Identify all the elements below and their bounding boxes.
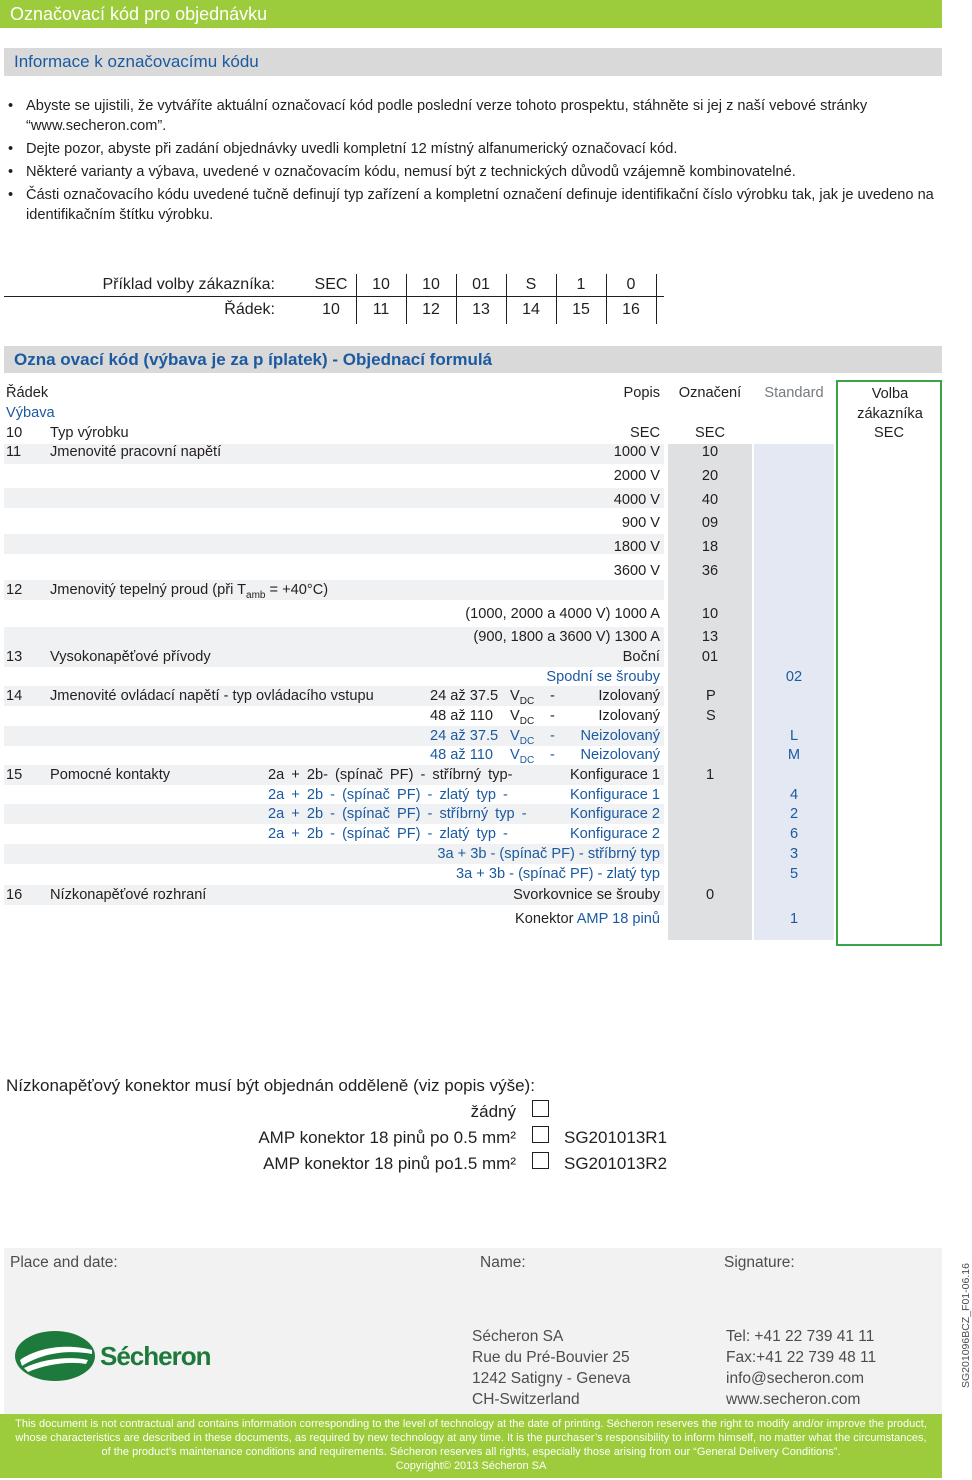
doc-code-wrapper [944,1248,972,1388]
row-name: Jmenovité pracovní napětí [50,444,222,460]
connector-opt1-checkbox[interactable] [532,1126,549,1143]
header-standard: Standard [764,385,824,401]
option-code: 36 [701,563,719,579]
email-link[interactable]: info@secheron.com [726,1370,865,1387]
example-row: 10 [322,301,340,318]
row-number: 16 [6,887,23,903]
example-choice: SEC [314,276,348,293]
contact-desc: 3a + 3b - (spínač PF) - zlatý typ [456,866,660,882]
voltage-range: 24 až 37.5 [430,688,499,704]
option-standard: 3 [789,846,799,862]
header-description: Popis [623,385,660,401]
connector-opt2-label: AMP konektor 18 pinů po1.5 mm² [263,1154,516,1173]
voltage-unit: $V_{DC}$ [510,688,535,707]
option-desc: Konektor AMP 18 pinů [515,911,660,927]
option-code: 20 [701,468,719,484]
option-code: 01 [701,649,719,665]
row-number: 14 [6,688,23,704]
voltage-unit: $V_{DC}$ [510,728,535,747]
example-choice: 1 [576,276,586,293]
input-type: Izolovaný [598,688,660,704]
option-code: 09 [701,515,719,531]
info-list [6,96,936,228]
connector-opt1-label: AMP konektor 18 pinů po 0.5 mm² [258,1128,516,1147]
connector-none-checkbox[interactable] [532,1100,549,1117]
dash: - [550,728,555,744]
example-row: 14 [522,301,540,318]
dash: - [550,747,555,763]
option-desc: (900, 1800 a 3600 V) 1300 A [473,629,660,645]
address-line: Sécheron SA [472,1328,564,1345]
voltage-range: 24 až 37.5 [430,728,499,744]
example-choice: 01 [472,276,490,293]
address-line: 1242 Satigny - Geneva [472,1370,631,1387]
row-number: 10 [6,425,23,441]
option-desc: (1000, 2000 a 4000 V) 1000 A [465,606,660,622]
option-desc: 3600 V [613,563,660,579]
example-row: 13 [472,301,490,318]
example-choice-label: Příklad volby zákazníka: [102,276,275,293]
address-line: Rue du Pré-Bouvier 25 [472,1349,630,1366]
copyright-text: Copyright© 2013 Sécheron SA [395,1460,547,1472]
contact-desc: 2a + 2b - (spínač PF) - zlatý typ - [268,826,508,842]
list-item: • Části označovacího kódu uvedené tučně definují typ zařízení a kompletní označení definuje identifikační číslo výrobku tak, jak je uvedeno na identifikačním štítku výrobku. [6,185,936,225]
header-code: Označení [678,385,742,401]
contact-desc: 3a + 3b - (spínač PF) - stříbrný typ [437,846,660,862]
example-choice: 10 [422,276,440,293]
connector-opt1-code: SG201013R1 [564,1128,668,1147]
input-type: Neizolovaný [580,747,660,763]
option-code: 18 [701,539,719,555]
page-title: Označovací kód pro objednávku [0,0,942,28]
example-choice: 10 [372,276,390,293]
option-standard: 4 [789,787,799,803]
option-desc: 2000 V [613,468,660,484]
example-grid [306,274,664,324]
contact-config: Konfigurace 1 [569,767,660,783]
option-desc: 1800 V [613,539,660,555]
input-type: Izolovaný [598,708,660,724]
option-standard: 02 [785,669,803,685]
contact-line: Fax:+41 22 739 48 11 [726,1349,877,1366]
option-code: 1 [706,767,715,783]
option-code: 40 [701,492,719,508]
option-desc: 900 V [621,515,660,531]
connector-title: Nízkonapěťový konektor musí být objednán odděleně (viz popis výše): [6,1076,535,1095]
list-item: • Abyste se ujistili, že vytváříte aktuální označovací kód podle poslední verze tohoto prospektu, stáhněte si jej z naší vebové stránky “www.secheron.com”. [6,96,936,136]
list-item: • Dejte pozor, abyste při zadání objednávky uvedli kompletní 12 místný alfanumerický označovací kód. [6,139,936,159]
logo-wordmark: Sécheron [100,1341,211,1371]
option-code: 10 [701,444,719,460]
option-desc: 1000 V [613,444,660,460]
customer-value: SEC [873,425,904,441]
section-title: Informace k označovacímu kódu [4,48,942,76]
row-name: Nízkonapěťové rozhraní [50,887,207,903]
voltage-range: 48 až 110 [430,708,494,724]
connector-opt2-checkbox[interactable] [532,1152,549,1169]
voltage-range: 48 až 110 [430,747,494,763]
option-standard: 6 [789,826,799,842]
address-line: CH-Switzerland [472,1391,580,1408]
option-code: S [706,708,716,724]
row-name: Pomocné kontakty [50,767,171,783]
row-name: Typ výrobku [50,425,129,441]
name-field[interactable]: Name: [480,1254,526,1271]
option-desc: 4000 V [613,492,660,508]
doc-code: SG201096BCZ_F01-06.16 [960,1263,972,1388]
row-number: 11 [6,444,22,460]
row-name: Jmenovitý tepelný proud (při $T_{amb} = +40^\circ C$) [50,582,329,601]
dash: - [550,708,555,724]
contact-desc: 2a + 2b - (spínač PF) - zlatý typ - [268,787,508,803]
example-choice: S [525,276,537,293]
signature-field[interactable]: Signature: [724,1254,795,1271]
form-title: Ozna ovací kód (výbava je za p íplatek) - Objednací formulá [4,346,942,373]
option-standard: M [787,747,801,763]
contact-line: Tel: +41 22 739 41 11 [726,1328,875,1345]
connector-opt2-code: SG201013R2 [564,1154,668,1173]
row-number: 12 [6,582,23,598]
disclaimer-text: This document is not contractual and contains information corresponding to the level of technology at the date of printing. Sécheron reserves the right to modify and/or improve the product, whose characteristics are described in these documents, as required by new technology at any time. It is the purchaser’s responsibility to inform himself, no matter what the circumstances, of the product’s maintenance conditions and requirements. Sécheron reserves all rights, especially those arising from our “General Delivery Conditions”. [15,1418,927,1458]
customer-choice-box[interactable] [836,380,942,946]
option-desc: Spodní se šrouby [546,669,660,685]
header-customer: Volba zákazníka [857,386,923,422]
grid-line [656,274,657,324]
option-code: 10 [701,606,719,622]
place-date-field[interactable]: Place and date: [10,1254,118,1271]
connector-none-label: žádný [470,1102,516,1121]
contact-desc: 2a + 2b - (spínač PF) - stříbrný typ - [268,806,527,822]
example-row: 15 [572,301,590,318]
secheron-logo-icon [14,1330,96,1382]
option-standard: 2 [789,806,799,822]
example-row-label: Řádek: [224,301,275,318]
website-link[interactable]: www.secheron.com [726,1391,861,1408]
example-row: 16 [622,301,640,318]
voltage-unit: $V_{DC}$ [510,747,535,766]
row-name: Vysokonapěťové přívody [50,649,211,665]
header-row: Řádek [6,385,49,401]
row-number: 13 [6,649,23,665]
option-standard: 5 [789,866,799,882]
option-code: 0 [706,887,715,903]
disclaimer-band [0,1414,942,1478]
list-item: • Některé varianty a výbava, uvedené v označovacím kódu, nemusí být z technických důvodů vzájemně kombinovatelné. [6,162,936,182]
option-code: P [706,688,716,704]
row-number: 15 [6,767,23,783]
header-equipment: Výbava [6,405,55,421]
option-desc: Svorkovnice se šrouby [513,887,660,903]
example-choice: 0 [626,276,636,293]
contact-config: Konfigurace 2 [569,806,660,822]
example-row: 11 [372,301,390,318]
option-code: 13 [701,629,719,645]
dash: - [550,688,555,704]
contact-desc: 2a + 2b- (spínač PF) - stříbrný typ- [268,767,513,783]
row-name: Jmenovité ovládací napětí - typ ovládacího vstupu [50,688,374,704]
example-row: 12 [422,301,440,318]
contact-config: Konfigurace 1 [569,787,660,803]
option-desc: SEC [629,425,660,441]
option-standard: 1 [789,911,799,927]
contact-config: Konfigurace 2 [569,826,660,842]
option-code: SEC [694,425,725,441]
input-type: Neizolovaný [580,728,660,744]
option-desc: Boční [622,649,660,665]
option-standard: L [789,728,799,744]
voltage-unit: $V_{DC}$ [510,708,535,727]
